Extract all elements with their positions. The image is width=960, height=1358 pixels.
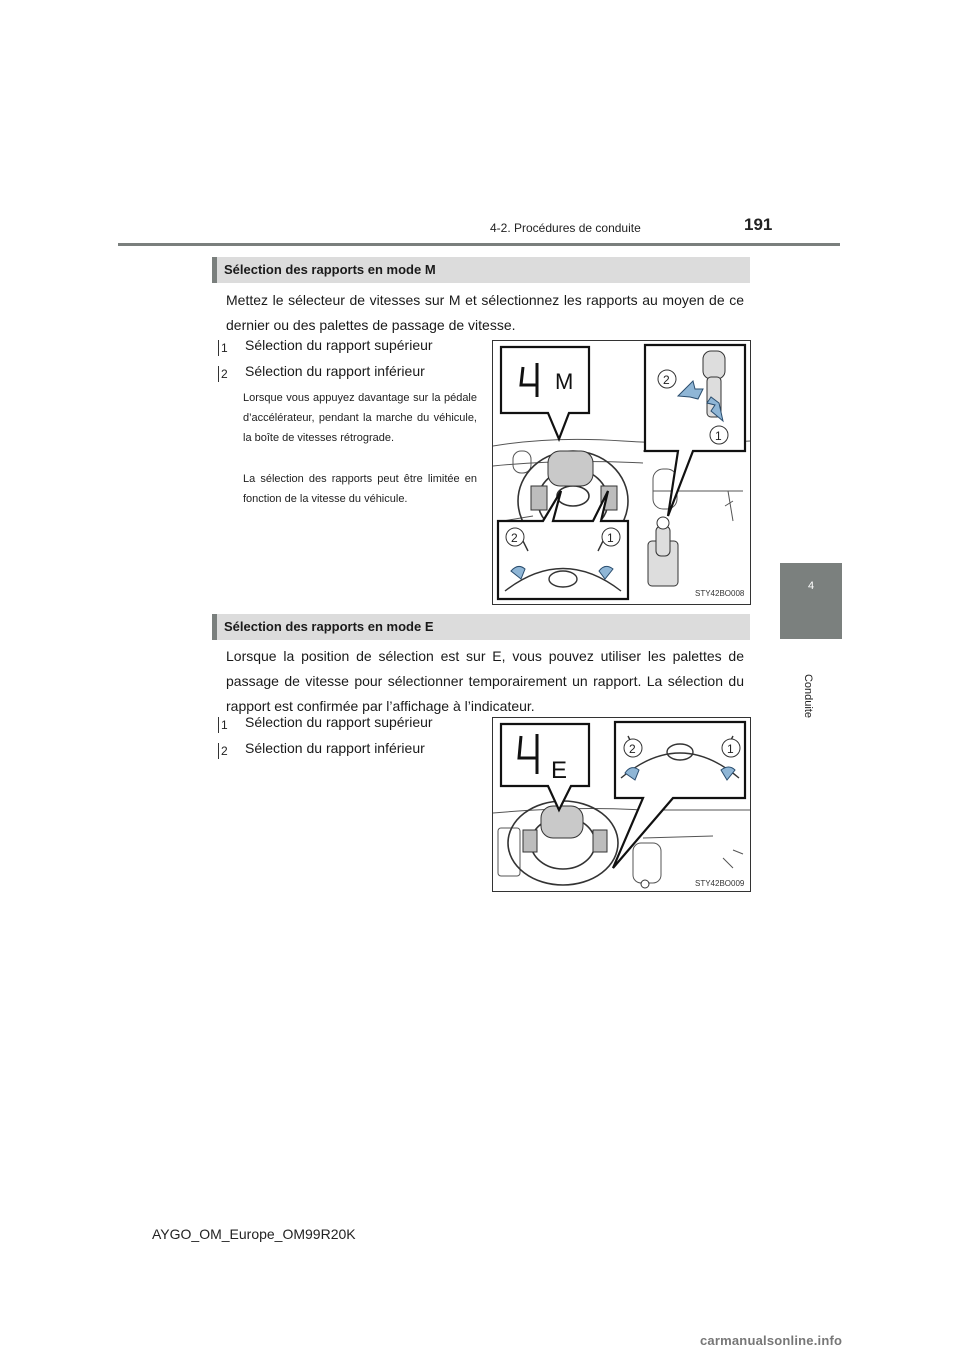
item-number: 1 (218, 340, 235, 356)
figure-m-code: STY42BO008 (695, 589, 745, 598)
item-number: 2 (218, 743, 235, 759)
chapter-label: Conduite (802, 673, 814, 719)
chapter-number: 4 (807, 580, 815, 592)
section-e-title: Sélection des rapports en mode E (224, 619, 434, 634)
section-m-heading (212, 257, 750, 283)
figure-e-code: STY42BO009 (695, 879, 745, 888)
item-number: 1 (218, 717, 235, 733)
item-number: 2 (218, 366, 235, 382)
figure-e-callout-1: 1 (727, 742, 734, 756)
figure-mode-m (492, 340, 751, 605)
heading-accent (212, 257, 217, 283)
section-m-note-2: La sélection des rapports peut être limitée en fonction de la vitesse du véhicule. (243, 473, 477, 505)
heading-accent (212, 614, 217, 640)
header-section-title: 4-2. Procédures de conduite (490, 221, 641, 235)
page-number: 191 (744, 215, 773, 234)
figure-e-mode-letter: E (551, 757, 568, 784)
figure-mode-e (492, 717, 751, 892)
figure-mode-m-illustration (493, 341, 750, 604)
item-label: Sélection du rapport supérieur (245, 714, 433, 730)
item-label: Sélection du rapport supérieur (245, 337, 433, 353)
watermark-link[interactable]: carmanualsonline.info (700, 1333, 843, 1348)
header-divider (118, 243, 840, 246)
item-label: Sélection du rapport inférieur (245, 363, 425, 379)
section-m-title: Sélection des rapports en mode M (224, 262, 436, 277)
section-m-intro: Mettez le sélecteur de vitesses sur M et sélectionnez les rapports au moyen de ce dernier ou des palettes de passage de vitesse. (226, 292, 744, 333)
section-m-item-1 (218, 337, 433, 354)
footer-doc-id: AYGO_OM_Europe_OM99R20K (152, 1226, 356, 1242)
section-e-item-1 (218, 714, 433, 731)
figure-m-mode-letter: M (555, 369, 574, 394)
chapter-tab (780, 563, 842, 639)
section-e-intro: Lorsque la position de sélection est sur E, vous pouvez utiliser les palettes de passage de vitesse pour sélectionner temporairement un rapport. La sélection du rapport est confirmée par l’affichage à l’indicateur. (226, 648, 744, 714)
section-m-item-2 (218, 363, 425, 380)
section-e-item-2 (218, 740, 425, 757)
figure-m-callout-1-bottom: 1 (607, 531, 614, 545)
item-label: Sélection du rapport inférieur (245, 740, 425, 756)
figure-e-callout-2: 2 (629, 742, 636, 756)
figure-mode-e-illustration (493, 718, 750, 891)
figure-m-callout-1-top: 1 (715, 429, 722, 443)
section-e-heading (212, 614, 750, 640)
figure-m-callout-2-bottom: 2 (511, 531, 518, 545)
figure-m-callout-2-top: 2 (663, 373, 670, 387)
section-m-note-1: Lorsque vous appuyez davantage sur la pédale d’accélérateur, pendant la marche du véhicule, la boîte de vitesses rétrograde. (243, 392, 477, 444)
